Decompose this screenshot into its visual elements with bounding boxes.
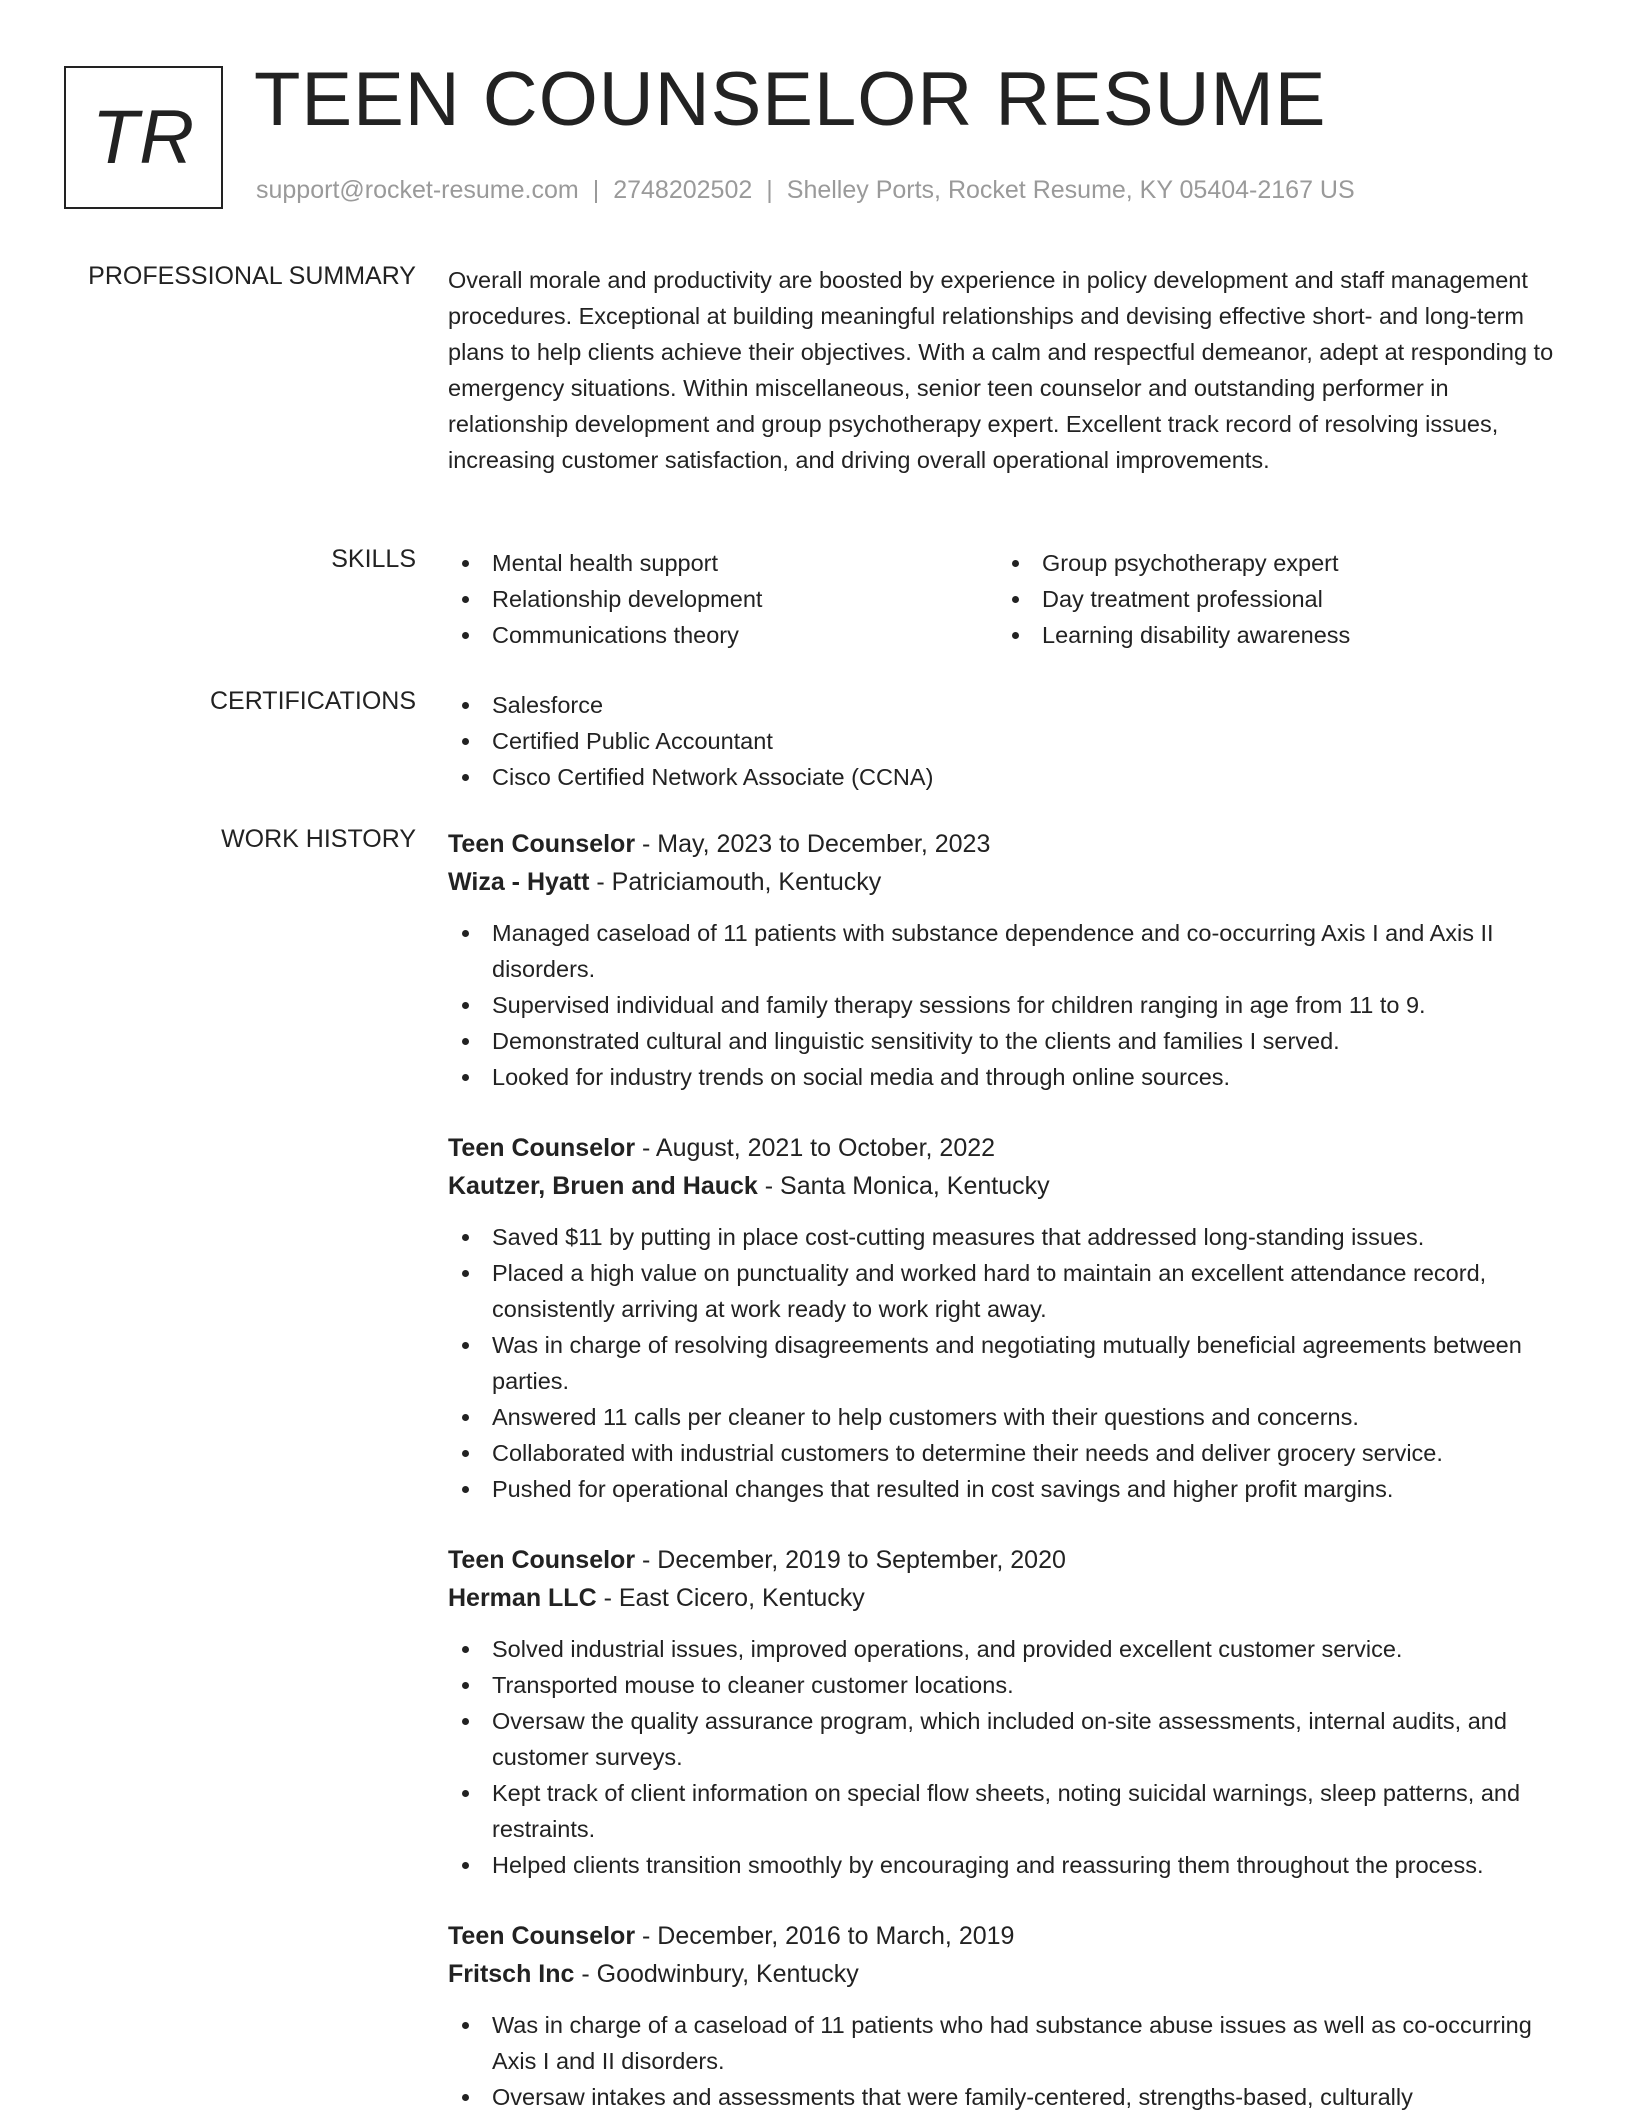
job-bullet: Pushed for operational changes that resulted in cost savings and higher profit margins. <box>448 1471 1568 1507</box>
skills-grid <box>448 545 1568 653</box>
skills-column <box>998 545 1548 653</box>
job-company-line <box>448 1955 1568 1993</box>
contact-separator: | <box>592 176 600 204</box>
job-bullets <box>448 915 1568 1095</box>
job-dates: - December, 2019 to September, 2020 <box>635 1546 1066 1574</box>
job-bullet: Saved $11 by putting in place cost-cutting measures that addressed long-standing issues. <box>448 1219 1568 1255</box>
job-company-line <box>448 1579 1568 1617</box>
job-location: - Santa Monica, Kentucky <box>757 1172 1050 1200</box>
skill-item: Mental health support <box>448 545 998 581</box>
summary-text: Overall morale and productivity are boosted by experience in policy development and staff management procedures. Exceptional at building meaningful relationships and devising effective short- and long-term plans to help clients achieve their objectives. With a calm and respectful demeanor, adept at responding to emergency situations. Within miscellaneous, senior teen counselor and outstanding performer in relationship development and group psychotherapy expert. Excellent track record of resolving issues, increasing customer satisfaction, and driving overall operational improvements. <box>448 267 1554 473</box>
job-bullets <box>448 1219 1568 1507</box>
job-bullet: Transported mouse to cleaner customer locations. <box>448 1667 1568 1703</box>
job-bullet: Demonstrated cultural and linguistic sensitivity to the clients and families I served. <box>448 1023 1568 1059</box>
job-bullet: Oversaw intakes and assessments that were family-centered, strengths-based, culturally <box>448 2079 1568 2112</box>
job-bullet: Looked for industry trends on social media and through online sources. <box>448 1059 1568 1095</box>
job-dates: - May, 2023 to December, 2023 <box>635 830 991 858</box>
job-location: - Patriciamouth, Kentucky <box>589 868 882 896</box>
job-title: Teen Counselor <box>448 1546 636 1574</box>
job-bullet: Answered 11 calls per cleaner to help customers with their questions and concerns. <box>448 1399 1568 1435</box>
skill-item: Day treatment professional <box>998 581 1548 617</box>
skill-item: Group psychotherapy expert <box>998 545 1548 581</box>
job-title: Teen Counselor <box>448 1134 636 1162</box>
job-title-line <box>448 1917 1568 1955</box>
skill-item: Communications theory <box>448 617 998 653</box>
job-entry <box>448 1129 1568 1507</box>
monogram-text: TR <box>91 95 196 180</box>
job-company: Herman LLC <box>448 1584 597 1612</box>
job-bullet: Supervised individual and family therapy sessions for children ranging in age from 11 to 9. <box>448 987 1568 1023</box>
contact-address: Shelley Ports, Rocket Resume, KY 05404-2167 US <box>786 176 1355 204</box>
job-bullets <box>448 2007 1568 2112</box>
job-title: Teen Counselor <box>448 1922 636 1950</box>
contact-separator: | <box>766 176 773 204</box>
job-bullets <box>448 1631 1568 1883</box>
certification-item: Salesforce <box>448 687 1568 723</box>
contact-email: support@rocket-resume.com <box>256 176 579 204</box>
job-company-line <box>448 1167 1568 1205</box>
job-dates: - August, 2021 to October, 2022 <box>635 1134 996 1162</box>
skills-column <box>448 545 998 653</box>
section-label: SKILLS <box>331 545 416 573</box>
job-entry <box>448 825 1568 1095</box>
section-label: WORK HISTORY <box>221 825 416 853</box>
job-bullet: Was in charge of resolving disagreements and negotiating mutually beneficial agreements between parties. <box>448 1327 1568 1399</box>
certification-item: Cisco Certified Network Associate (CCNA) <box>448 759 1568 795</box>
job-title-line <box>448 1541 1568 1579</box>
job-dates: - December, 2016 to March, 2019 <box>635 1922 1015 1950</box>
job-company: Wiza - Hyatt <box>448 868 590 896</box>
job-company: Kautzer, Bruen and Hauck <box>448 1172 758 1200</box>
job-entry <box>448 1917 1568 2112</box>
job-bullet: Oversaw the quality assurance program, which included on-site assessments, internal audits, and customer surveys. <box>448 1703 1568 1775</box>
job-location: - Goodwinbury, Kentucky <box>574 1960 859 1988</box>
job-bullet: Managed caseload of 11 patients with substance dependence and co-occurring Axis I and Axis II disorders. <box>448 915 1568 987</box>
job-company: Fritsch Inc <box>448 1960 575 1988</box>
certifications-list <box>448 687 1568 795</box>
job-location: - East Cicero, Kentucky <box>596 1584 865 1612</box>
job-bullet: Placed a high value on punctuality and worked hard to maintain an excellent attendance record, consistently arriving at work ready to work right away. <box>448 1255 1568 1327</box>
job-title: Teen Counselor <box>448 830 636 858</box>
section-label: PROFESSIONAL SUMMARY <box>88 262 416 290</box>
contact-line <box>256 176 1355 205</box>
resume-title: TEEN COUNSELOR RESUME <box>254 57 1327 142</box>
section-label: CERTIFICATIONS <box>209 687 416 715</box>
work-history-list <box>448 825 1568 2112</box>
job-bullet: Collaborated with industrial customers to determine their needs and deliver grocery service. <box>448 1435 1568 1471</box>
certification-item: Certified Public Accountant <box>448 723 1568 759</box>
job-company-line <box>448 863 1568 901</box>
skill-item: Learning disability awareness <box>998 617 1548 653</box>
job-entry <box>448 1541 1568 1883</box>
contact-phone: 2748202502 <box>613 176 753 204</box>
job-bullet: Kept track of client information on special flow sheets, noting suicidal warnings, sleep patterns, and restraints. <box>448 1775 1568 1847</box>
job-title-line <box>448 1129 1568 1167</box>
job-title-line <box>448 825 1568 863</box>
monogram-logo <box>64 66 223 209</box>
job-bullet: Helped clients transition smoothly by encouraging and reassuring them throughout the process. <box>448 1847 1568 1883</box>
job-bullet: Solved industrial issues, improved operations, and provided excellent customer service. <box>448 1631 1568 1667</box>
job-bullet: Was in charge of a caseload of 11 patients who had substance abuse issues as well as co-occurring Axis I and II disorders. <box>448 2007 1568 2079</box>
skill-item: Relationship development <box>448 581 998 617</box>
